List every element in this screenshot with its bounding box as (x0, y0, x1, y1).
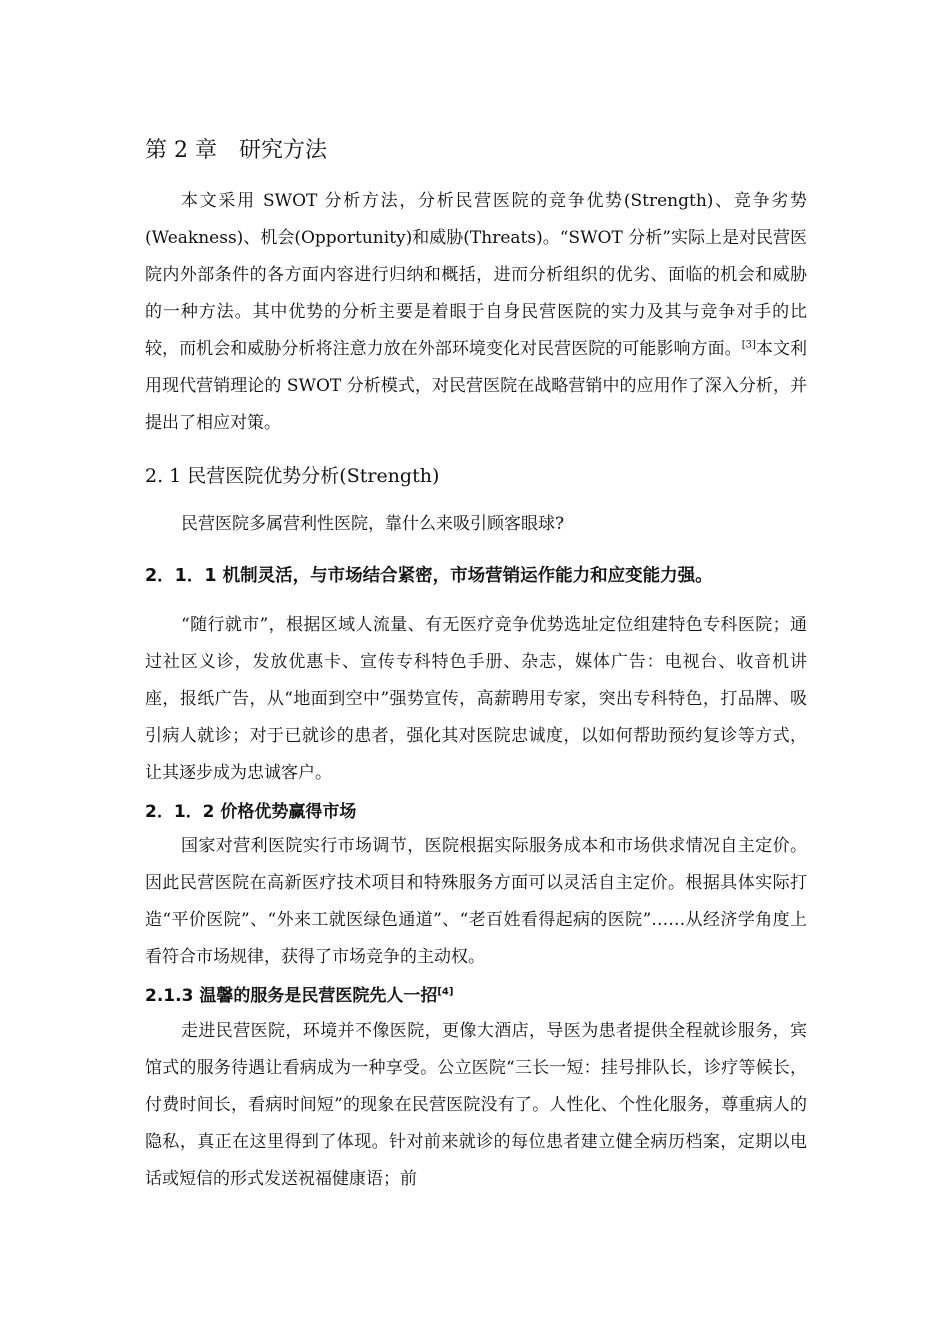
section-heading-2-1-2: 2．1．2 价格优势赢得市场 (145, 802, 357, 822)
section-2-1-3-paragraph: 走进民营医院，环境并不像医院，更像大酒店，导医为患者提供全程就诊服务，宾馆式的服务待遇让看病成为一种享受。公立医院“三长一短：挂号排队长，诊疗等候长，付费时间长，看病时间短”的现象在民营医院没有了。人性化、个性化服务，尊重病人的隐私，真正在这里得到了体现。针对前来就诊的每位患者建立健全病历档案，定期以电话或短信的形式发送祝福健康语；前 (145, 1021, 807, 1189)
section-heading-2-1: 2. 1 民营医院优势分析(Strength) (145, 465, 440, 487)
intro-paragraph (145, 183, 807, 442)
section-2-1-3-title: 2.1.3 温馨的服务是民营医院先人一招 (145, 986, 438, 1006)
citation-ref: [3] (741, 339, 756, 351)
section-heading-2-1-3 (145, 983, 453, 1009)
intro-text: 本文采用 SWOT 分析方法，分析民营医院的竞争优势(Strength)、竞争劣势(Weakness)、机会(Opportunity)和威胁(Threats)。“SWOT 分析”实际上是对民营医院内外部条件的各方面内容进行归纳和概括，进而分析组织的优劣、面临的机会和威胁的一种方法。其中优势的分析主要是着眼于自身民营医院的实力及其与竞争对手的比较，而机会和威胁分析将注意力放在外部环境变化对民营医院的可能影响方面。 (145, 191, 807, 359)
section-2-1-2-paragraph: 国家对营利医院实行市场调节，医院根据实际服务成本和市场供求情况自主定价。因此民营医院在高新医疗技术项目和特殊服务方面可以灵活自主定价。根据具体实际打造“平价医院”、“外来工就医绿色通道”、“老百姓看得起病的医院”……从经济学角度上看符合市场规律，获得了市场竞争的主动权。 (145, 836, 807, 967)
intro-text-continued: 本文利用现代营销理论的 SWOT 分析模式，对民营医院在战略营销中的应用作了深入分析，并提出了相应对策。 (145, 339, 808, 433)
section-2-1-paragraph: 民营医院多属营利性医院，靠什么来吸引顾客眼球? (181, 514, 565, 534)
section-heading-2-1-1: 2．1．1 机制灵活，与市场结合紧密，市场营销运作能力和应变能力强。 (145, 566, 713, 586)
section-2-1-1-paragraph: “随行就市”，根据区域人流量、有无医疗竞争优势选址定位组建特色专科医院；通过社区义诊，发放优惠卡、宣传专科特色手册、杂志，媒体广告：电视台、收音机讲座，报纸广告，从“地面到空中”强势宣传，高薪聘用专家，突出专科特色，打品牌、吸引病人就诊；对于已就诊的患者，强化其对医院忠诚度，以如何帮助预约复诊等方式，让其逐步成为忠诚客户。 (145, 615, 807, 783)
citation-ref: [4] (437, 986, 454, 998)
chapter-title: 第 2 章 研究方法 (145, 138, 327, 163)
